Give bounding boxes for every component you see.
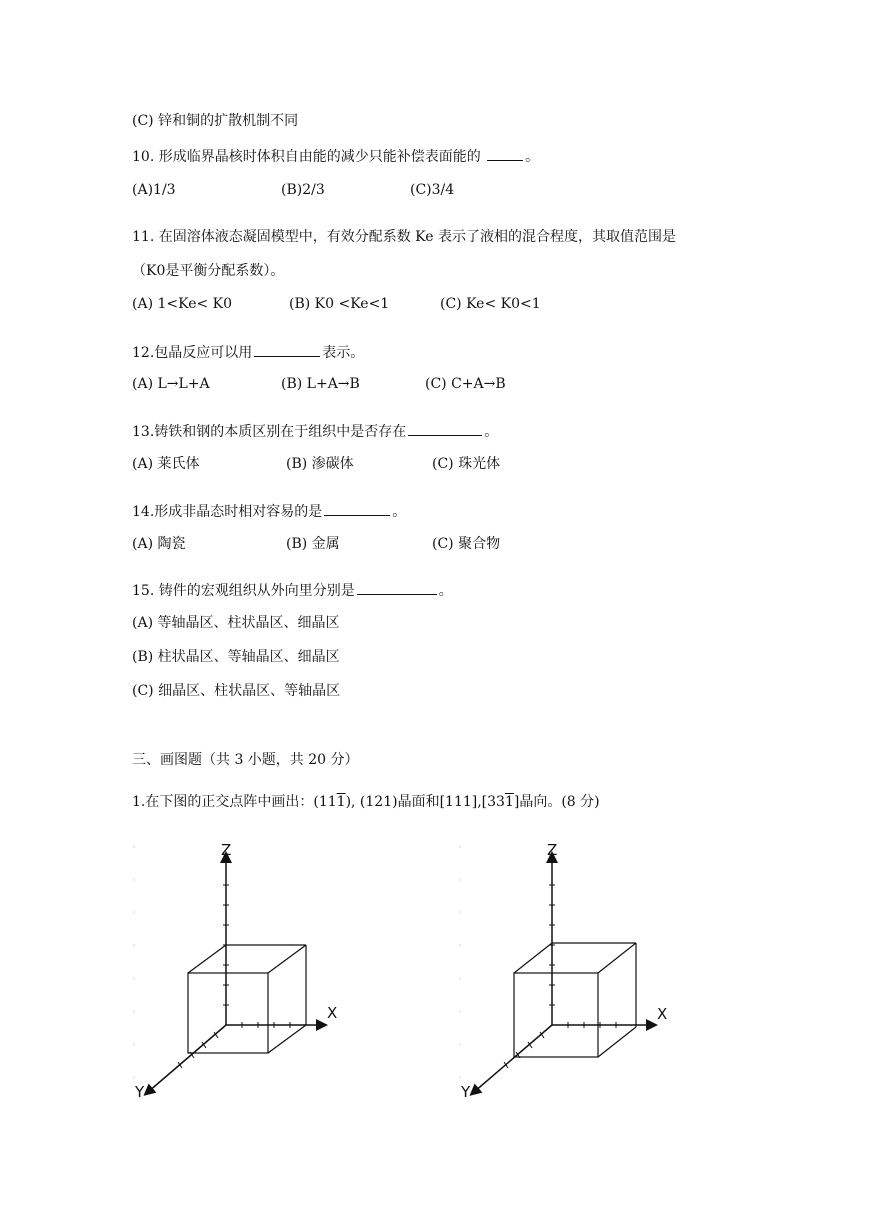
axis-label-z: Z — [547, 841, 558, 859]
q12-option-c: (C) C+A→B — [425, 376, 506, 392]
section3-q1-stem — [132, 792, 600, 812]
q13-stem-text: 13.铸铁和钢的本质区别在于组织中是否存在 — [132, 424, 407, 440]
axis-label-y: Y — [135, 1083, 145, 1101]
q13-stem — [132, 420, 498, 442]
q11-option-b: (B) K0 <Ke<1 — [289, 296, 390, 312]
q14-stem-end: 。 — [392, 504, 407, 520]
q13-option-b: (B) 渗碳体 — [286, 456, 354, 472]
q10-stem — [132, 145, 539, 167]
q15-option-a: (A) 等轴晶区、柱状晶区、细晶区 — [132, 615, 340, 631]
q12-stem-text: 12.包晶反应可以用 — [132, 345, 253, 361]
q13-option-a: (A) 莱氏体 — [132, 456, 200, 472]
lattice-figure-right — [456, 835, 696, 1109]
q10-option-a: (A)1/3 — [132, 182, 176, 198]
q15-stem — [132, 579, 453, 601]
q14-answer-blank — [324, 500, 390, 516]
q11-stem: 11. 在固溶体液态凝固模型中，有效分配系数 Ke 表示了液相的混合程度，其取值范围是 — [132, 229, 676, 245]
q13-stem-end: 。 — [484, 424, 499, 440]
q1-prefix: 1.在下图的正交点阵中画出：(11 — [132, 794, 337, 810]
q12-answer-blank — [254, 341, 320, 357]
q13-answer-blank — [408, 420, 482, 436]
axis-label-x: X — [327, 1004, 338, 1022]
axis-label-y: Y — [461, 1083, 471, 1101]
q11-option-a: (A) 1<Ke< K0 — [132, 296, 233, 312]
q1-bar-index-1: 1 — [336, 794, 346, 810]
q15-answer-blank — [357, 579, 437, 595]
q14-stem — [132, 500, 406, 522]
q10-stem-text: 10. 形成临界晶核时体积自由能的减少只能补偿表面能的 — [132, 149, 481, 165]
q12-stem-end: 表示。 — [322, 345, 365, 361]
q15-option-b: (B) 柱状晶区、等轴晶区、细晶区 — [132, 649, 340, 665]
lattice-svg-right — [456, 835, 696, 1105]
y-axis — [474, 1025, 552, 1092]
unit-cell-cube — [514, 943, 636, 1057]
q10-option-b: (B)2/3 — [281, 182, 325, 198]
q14-stem-text: 14.形成非晶态时相对容易的是 — [132, 504, 323, 520]
q12-stem — [132, 341, 364, 363]
q14-option-b: (B) 金属 — [286, 536, 340, 552]
q12-option-a: (A) L→L+A — [132, 376, 210, 392]
q1-bar-index-2: 1 — [504, 794, 514, 810]
q9-option-c: (C) 锌和铜的扩散机制不同 — [132, 113, 299, 129]
q15-option-c: (C) 细晶区、柱状晶区、等轴晶区 — [132, 683, 341, 699]
q11-note: （K0是平衡分配系数）。 — [132, 263, 285, 279]
q11-option-c: (C) Ke< K0<1 — [440, 296, 541, 312]
q10-stem-end: 。 — [525, 149, 540, 165]
q14-option-c: (C) 聚合物 — [432, 536, 501, 552]
unit-cell-cube — [188, 945, 306, 1053]
y-axis — [148, 1025, 226, 1092]
q1-suffix: ]晶向。(8 分) — [513, 794, 600, 810]
section3-title: 三、画图题（共 3 小题，共 20 分） — [132, 752, 359, 768]
q14-option-a: (A) 陶瓷 — [132, 536, 186, 552]
q15-stem-end: 。 — [438, 583, 453, 599]
q15-stem-text: 15. 铸件的宏观组织从外向里分别是 — [132, 583, 355, 599]
q10-answer-blank — [487, 145, 523, 161]
lattice-svg-left — [130, 835, 370, 1105]
axis-label-z: Z — [221, 841, 232, 859]
axis-label-x: X — [657, 1005, 668, 1023]
q1-mid: ), (121)晶面和[111],[33 — [345, 794, 505, 810]
q10-option-c: (C)3/4 — [410, 182, 455, 198]
q13-option-c: (C) 珠光体 — [432, 456, 501, 472]
lattice-figure-left — [130, 835, 370, 1109]
q12-option-b: (B) L+A→B — [281, 376, 360, 392]
